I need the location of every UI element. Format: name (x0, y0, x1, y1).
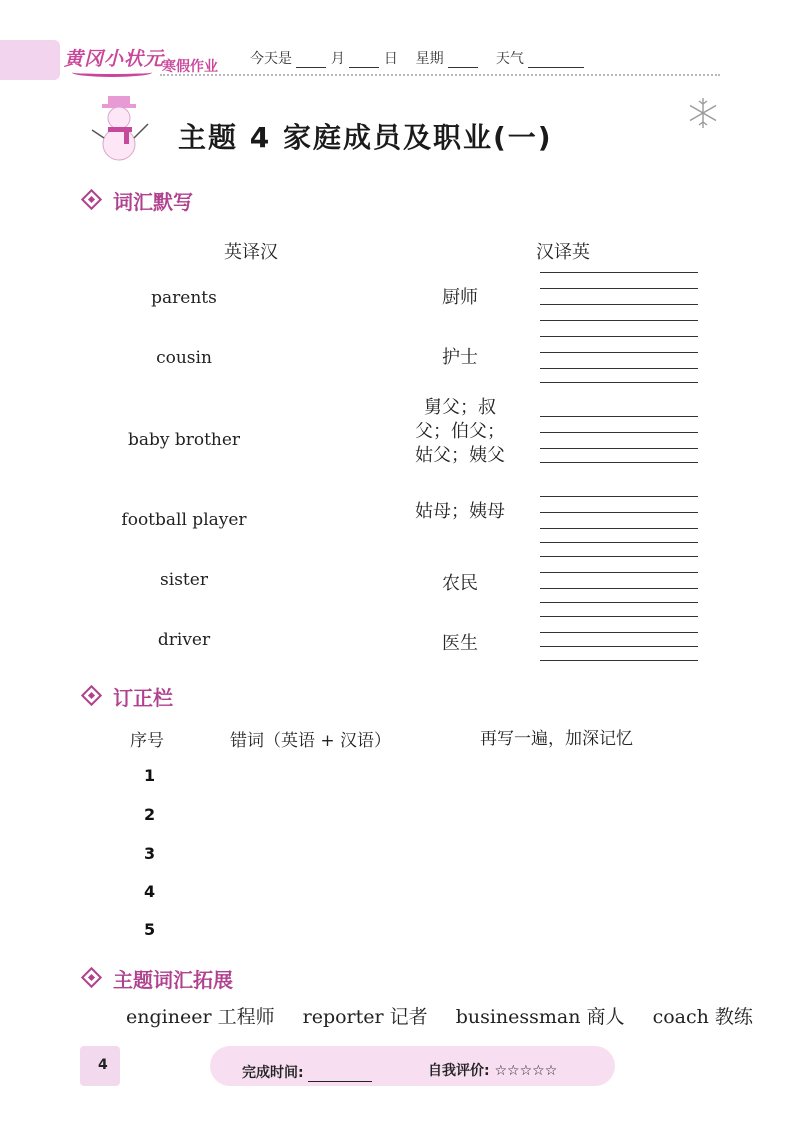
writing-line[interactable] (540, 556, 698, 557)
writing-line[interactable] (540, 616, 698, 617)
col-en-to-cn: 英译汉 (224, 242, 278, 263)
writing-line[interactable] (540, 496, 698, 497)
row-number-1: 1 (144, 766, 156, 785)
en-word-football-player: football player (121, 510, 247, 530)
vocab-section-heading (84, 186, 193, 215)
writing-line[interactable] (540, 588, 698, 589)
row-number-2: 2 (144, 805, 156, 824)
writing-line[interactable] (540, 528, 698, 529)
writing-line[interactable] (540, 432, 698, 433)
en-word-baby-brother: baby brother (127, 430, 241, 450)
header-pink-tab (0, 40, 60, 80)
writing-line[interactable] (540, 382, 698, 383)
month-label: 月 (330, 51, 345, 67)
writing-line[interactable] (540, 304, 698, 305)
weekday-blank[interactable] (448, 53, 478, 68)
self-rating-label: 自我评价: (428, 1063, 490, 1079)
writing-line[interactable] (540, 352, 698, 353)
writing-line[interactable] (540, 448, 698, 449)
writing-line[interactable] (540, 646, 698, 647)
writing-line[interactable] (540, 602, 698, 603)
writing-line[interactable] (540, 660, 698, 661)
row-number-4: 4 (144, 882, 156, 901)
writing-line[interactable] (540, 572, 698, 573)
diamond-bullet-icon (81, 967, 102, 988)
cn-word-aunt: 姑母；姨母 (415, 501, 505, 522)
extension-heading-text: 主题词汇拓展 (113, 968, 233, 992)
writing-line[interactable] (540, 272, 698, 273)
cn-word-chef: 厨师 (442, 287, 478, 308)
completion-time-blank[interactable] (308, 1069, 372, 1082)
col-cn-to-en: 汉译英 (536, 242, 590, 263)
snowflake-icon (686, 96, 720, 130)
self-rating (428, 1060, 557, 1080)
writing-line[interactable] (540, 542, 698, 543)
en-word-cousin: cousin (156, 348, 212, 368)
cn-word-nurse: 护士 (442, 347, 478, 368)
weekday-label: 星期 (415, 51, 444, 67)
diamond-bullet-icon (81, 189, 102, 210)
snowman-icon (88, 94, 158, 164)
extension-item: reporter 记者 (302, 1006, 428, 1028)
completion-time (242, 1062, 372, 1082)
writing-line[interactable] (540, 288, 698, 289)
day-blank[interactable] (349, 53, 379, 68)
rating-stars[interactable]: ☆☆☆☆☆ (494, 1063, 558, 1079)
row-number-5: 5 (144, 920, 156, 939)
correction-section-heading (84, 682, 173, 711)
vocab-heading-text: 词汇默写 (113, 190, 193, 214)
writing-line[interactable] (540, 320, 698, 321)
col-index: 序号 (130, 731, 164, 751)
correction-heading-text: 订正栏 (113, 686, 173, 710)
col-rewrite: 再写一遍，加深记忆 (480, 729, 633, 749)
header-divider (160, 74, 720, 76)
day-label: 日 (383, 51, 398, 67)
weather-label: 天气 (495, 51, 524, 67)
writing-line[interactable] (540, 368, 698, 369)
completion-time-label: 完成时间: (242, 1065, 304, 1081)
diamond-bullet-icon (81, 685, 102, 706)
page-title: 主题 4 家庭成员及职业(一) (178, 121, 553, 154)
page-number: 4 (98, 1057, 108, 1073)
weather-blank[interactable] (528, 53, 584, 68)
en-word-parents: parents (151, 288, 217, 308)
brand-logo: 黄冈小状元 (64, 48, 165, 70)
cn-word-uncle: 舅父；叔父；伯父；姑父；姨父 (415, 397, 505, 466)
extension-item: businessman 商人 (455, 1006, 625, 1028)
col-wrong-word: 错词（英语 + 汉语） (230, 731, 392, 751)
row-number-3: 3 (144, 844, 156, 863)
cn-word-farmer: 农民 (442, 573, 478, 594)
extension-vocab-list (126, 1002, 753, 1029)
writing-line[interactable] (540, 416, 698, 417)
brand-swoosh (72, 68, 152, 77)
extension-item: coach 教练 (652, 1006, 753, 1028)
writing-line[interactable] (540, 512, 698, 513)
date-prefix: 今天是 (250, 51, 292, 67)
extension-section-heading (84, 964, 233, 993)
writing-line[interactable] (540, 336, 698, 337)
month-blank[interactable] (296, 53, 326, 68)
extension-item: engineer 工程师 (126, 1006, 275, 1028)
writing-line[interactable] (540, 632, 698, 633)
writing-line[interactable] (540, 462, 698, 463)
en-word-driver: driver (157, 630, 211, 650)
en-word-sister: sister (160, 570, 208, 590)
subject-label: 寒假作业 (162, 59, 218, 75)
date-weather-line (250, 48, 584, 68)
cn-word-doctor: 医生 (442, 633, 478, 654)
